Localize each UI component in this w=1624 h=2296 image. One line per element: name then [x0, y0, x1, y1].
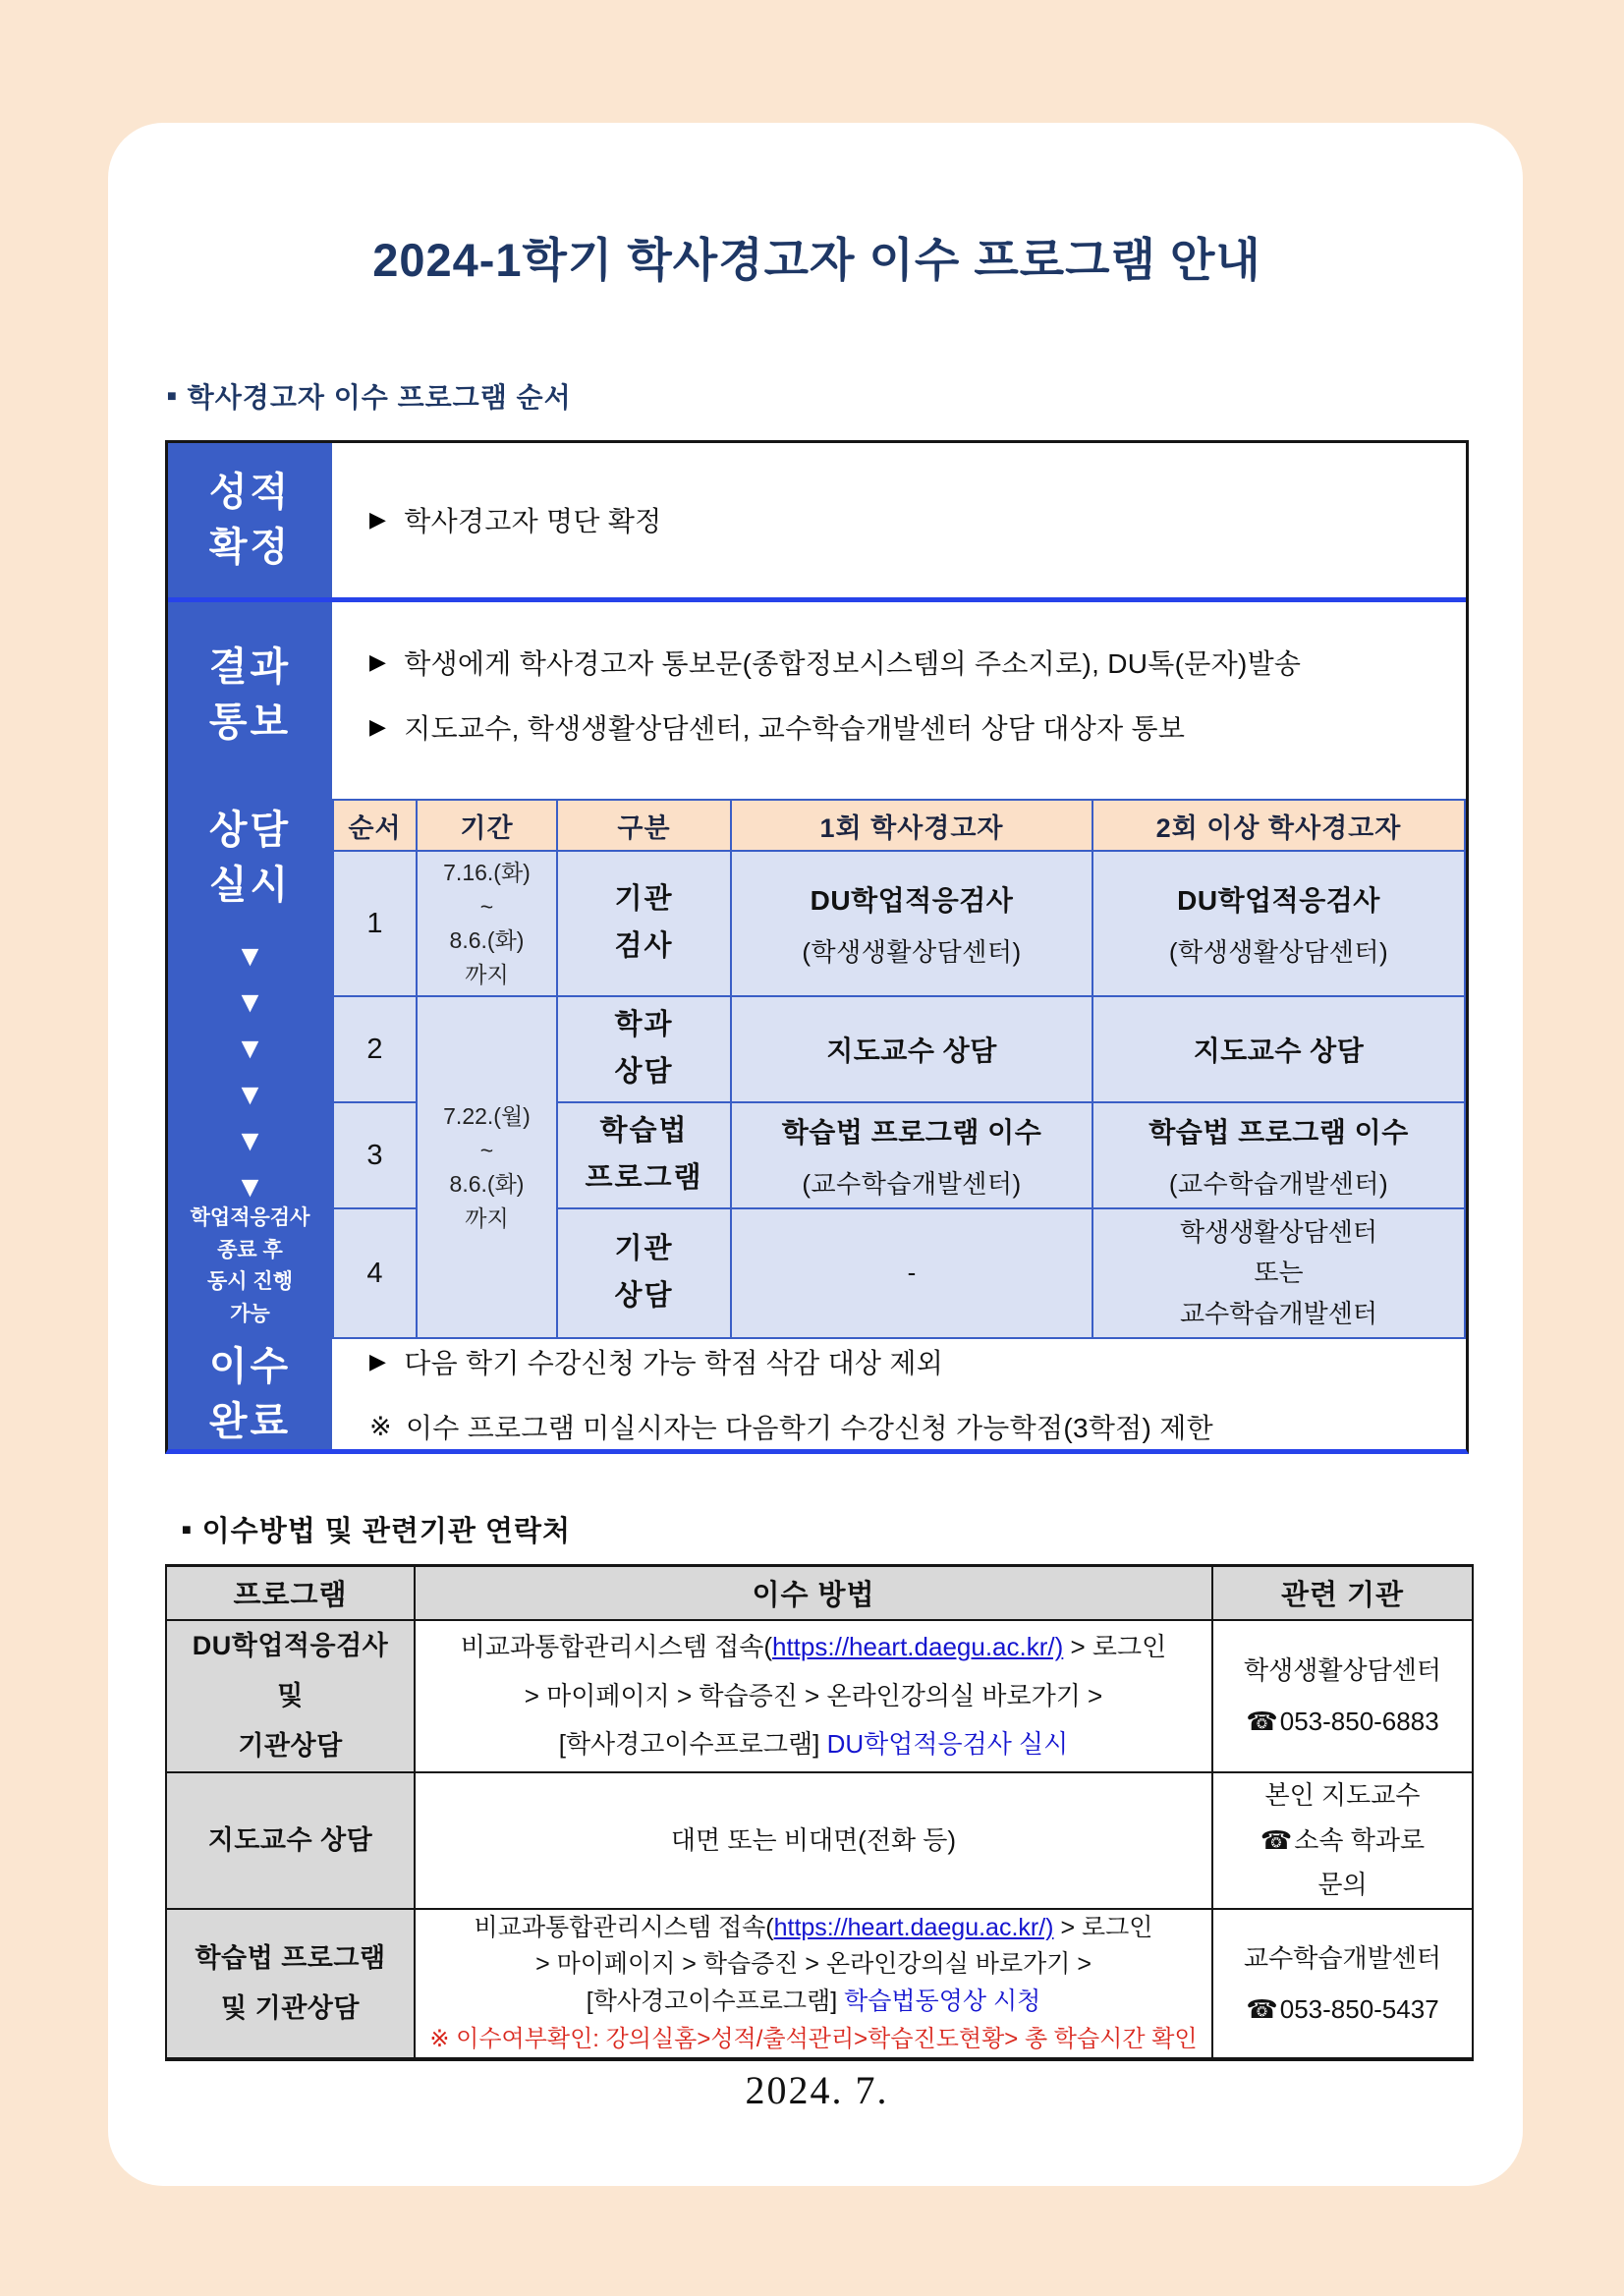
flow-arrows	[236, 942, 265, 1203]
section-heading-contact	[182, 1509, 571, 1549]
phone-icon: ☎	[1260, 1824, 1293, 1855]
cell-multi-program-1: DU학업적응검사 (학생생활상담센터)	[1092, 851, 1465, 996]
org-phone-line: ☎소속 학과로	[1260, 1824, 1426, 1855]
square-bullet-icon: ■	[167, 388, 178, 405]
org-name: 학생생활상담센터	[1244, 1655, 1441, 1686]
step-content-grade	[332, 443, 1466, 597]
method-cell	[415, 1772, 1212, 1909]
contact-table	[165, 1564, 1474, 2061]
org-phone-line: ☎053-850-6883	[1246, 1707, 1439, 1737]
phone-icon: ☎	[1246, 1707, 1278, 1737]
schedule-header-row	[333, 800, 1465, 851]
footer-date: 2024. 7.	[745, 2068, 889, 2112]
cell-first-program-2: 지도교수 상담	[731, 996, 1092, 1102]
cell-category-2: 학과 상담	[557, 996, 731, 1102]
completion-check-note: ※ 이수여부확인: 강의실홈>성적/출석관리>학습진도현황> 총 학습시간 확인	[429, 2026, 1198, 2053]
down-arrow-icon: ▼	[235, 1033, 265, 1065]
bullet-item	[369, 643, 1466, 682]
org-name: 교수학습개발센터	[1244, 1943, 1441, 1974]
cell-category-3: 학습법 프로그램	[557, 1102, 731, 1208]
cell-order-3: 3	[333, 1102, 417, 1208]
down-arrow-icon: ▼	[235, 1171, 265, 1204]
step-label-complete-line1: 이수	[208, 1345, 292, 1388]
video-action-link[interactable]: 학습법동영상 시청	[844, 1987, 1041, 2015]
cell-multi-program-3: 학습법 프로그램 이수 (교수학습개발센터)	[1092, 1102, 1465, 1208]
counseling-schedule-table	[332, 799, 1466, 1339]
section-heading-process	[167, 376, 572, 416]
org-phone-line: ☎053-850-5437	[1246, 1994, 1439, 2025]
bullet-text: 지도교수, 학생생활상담센터, 교수학습개발센터 상담 대상자 통보	[404, 712, 1186, 744]
contact-header-row	[166, 1566, 1473, 1620]
step-row-grade	[168, 443, 1466, 597]
step-label-counsel-line2: 실시	[208, 864, 292, 907]
schedule-row-2	[333, 996, 1465, 1102]
step-label-notify-line2: 통보	[208, 700, 292, 744]
column-header-order: 순서	[333, 800, 417, 851]
cell-period-1: 7.16.(화) ~ 8.6.(화) 까지	[417, 851, 557, 996]
step-content-counsel	[332, 787, 1466, 1339]
org-name: 본인 지도교수	[1264, 1780, 1421, 1811]
phone-icon: ☎	[1246, 1994, 1278, 2025]
step-label-grade-line2: 확정	[208, 526, 292, 570]
org-cell	[1212, 1620, 1473, 1773]
section-heading-contact-label: 이수방법 및 관련기관 연락처	[201, 1516, 572, 1547]
column-header-program: 프로그램	[166, 1566, 415, 1620]
method-line: > 마이페이지 > 학습증진 > 온라인강의실 바로가기 >	[535, 1950, 1092, 1979]
method-line: [학사경고이수프로그램] 학습법동영상 시청	[586, 1987, 1041, 2015]
step-content-complete	[332, 1339, 1466, 1449]
right-arrow-icon: ▶	[369, 507, 387, 532]
bullet-text: 다음 학기 수강신청 가능 학점 삭감 대상 제외	[404, 1348, 944, 1378]
cell-period-2-4: 7.22.(월) ~ 8.6.(화) 까지	[417, 996, 557, 1338]
step-row-counsel	[168, 787, 1466, 1339]
column-header-type: 구분	[557, 800, 731, 851]
cell-first-program-4	[731, 1208, 1092, 1338]
sidebar-note: 학업적응검사 종료 후 동시 진행 가능	[190, 1206, 310, 1325]
square-bullet-icon: ■	[182, 1522, 193, 1539]
step-row-notify	[168, 602, 1466, 787]
program-cell: DU학업적응검사 및 기관상담	[166, 1620, 415, 1773]
column-header-method: 이수 방법	[415, 1566, 1212, 1620]
heart-system-link[interactable]: https://heart.daegu.ac.kr/)	[773, 1913, 1054, 1941]
bullet-item	[369, 1342, 1466, 1381]
reference-mark-icon: ※	[369, 1411, 392, 1441]
cell-multi-program-2: 지도교수 상담	[1092, 996, 1465, 1102]
schedule-row-1	[333, 851, 1465, 996]
right-arrow-icon: ▶	[369, 648, 387, 674]
method-line: [학사경고이수프로그램] DU학업적응검사 실시	[558, 1729, 1069, 1760]
step-label-grade	[168, 443, 332, 597]
down-arrow-icon: ▼	[235, 986, 265, 1019]
right-arrow-icon: ▶	[369, 1349, 387, 1373]
step-label-notify	[168, 602, 332, 787]
program-cell: 지도교수 상담	[166, 1772, 415, 1909]
bullet-item	[369, 707, 1466, 747]
cell-multi-program-4: 학생생활상담센터 또는 교수학습개발센터	[1092, 1208, 1465, 1338]
du-test-action-link[interactable]: DU학업적응검사 실시	[826, 1729, 1069, 1760]
process-flow-table	[165, 440, 1469, 1454]
down-arrow-icon: ▼	[235, 940, 265, 973]
contact-row-learning	[166, 1909, 1473, 2060]
method-line: 비교과통합관리시스템 접속(https://heart.daegu.ac.kr/) > 로그인	[460, 1632, 1167, 1662]
cell-category-1: 기관 검사	[557, 851, 731, 996]
method-line: 대면 또는 비대면(전화 등)	[670, 1824, 957, 1855]
cell-first-program-3: 학습법 프로그램 이수 (교수학습개발센터)	[731, 1102, 1092, 1208]
right-arrow-icon: ▶	[369, 713, 387, 739]
bullet-text: 학사경고자 명단 확정	[404, 506, 662, 537]
method-cell	[415, 1909, 1212, 2060]
step-label-complete-line2: 완료	[208, 1400, 292, 1443]
column-header-first-warning: 1회 학사경고자	[731, 800, 1092, 851]
cell-category-4: 기관 상담	[557, 1208, 731, 1338]
contact-row-advisor	[166, 1772, 1473, 1909]
org-cell	[1212, 1909, 1473, 2060]
method-line: > 마이페이지 > 학습증진 > 온라인강의실 바로가기 >	[524, 1680, 1103, 1710]
method-line: 비교과통합관리시스템 접속(https://heart.daegu.ac.kr/) > 로그인	[474, 1913, 1153, 1941]
dash-placeholder: -	[907, 1258, 917, 1288]
section-heading-process-label: 학사경고자 이수 프로그램 순서	[187, 382, 572, 413]
step-label-counsel-line1: 상담	[208, 809, 292, 852]
document-title: 2024-1학기 학사경고자 이수 프로그램 안내	[372, 234, 1261, 286]
column-header-org: 관련 기관	[1212, 1566, 1473, 1620]
step-content-notify	[332, 602, 1466, 787]
bullet-text: 학생에게 학사경고자 통보문(종합정보시스템의 주소지로), DU톡(문자)발송	[404, 647, 1302, 679]
cell-order-4: 4	[333, 1208, 417, 1338]
column-header-period: 기간	[417, 800, 557, 851]
down-arrow-icon: ▼	[235, 1079, 265, 1111]
bullet-text: 이수 프로그램 미실시자는 다음학기 수강신청 가능학점(3학점) 제한	[405, 1413, 1213, 1443]
step-label-complete	[168, 1339, 332, 1449]
program-cell: 학습법 프로그램 및 기관상담	[166, 1909, 415, 2060]
heart-system-link[interactable]: https://heart.daegu.ac.kr/)	[772, 1632, 1064, 1662]
cell-first-program-1: DU학업적응검사 (학생생활상담센터)	[731, 851, 1092, 996]
column-header-multi-warning: 2회 이상 학사경고자	[1092, 800, 1465, 851]
method-cell	[415, 1620, 1212, 1773]
cell-order-1: 1	[333, 851, 417, 996]
org-cell	[1212, 1772, 1473, 1909]
org-extra-line: 문의	[1317, 1870, 1368, 1900]
cell-order-2: 2	[333, 996, 417, 1102]
step-label-grade-line1: 성적	[208, 471, 292, 515]
step-row-complete	[168, 1339, 1466, 1449]
step-label-notify-line1: 결과	[208, 644, 292, 689]
contact-row-du-test	[166, 1620, 1473, 1773]
down-arrow-icon: ▼	[235, 1125, 265, 1157]
bullet-item	[369, 500, 1466, 539]
bullet-item	[369, 1407, 1466, 1446]
step-label-counsel	[168, 787, 332, 1339]
